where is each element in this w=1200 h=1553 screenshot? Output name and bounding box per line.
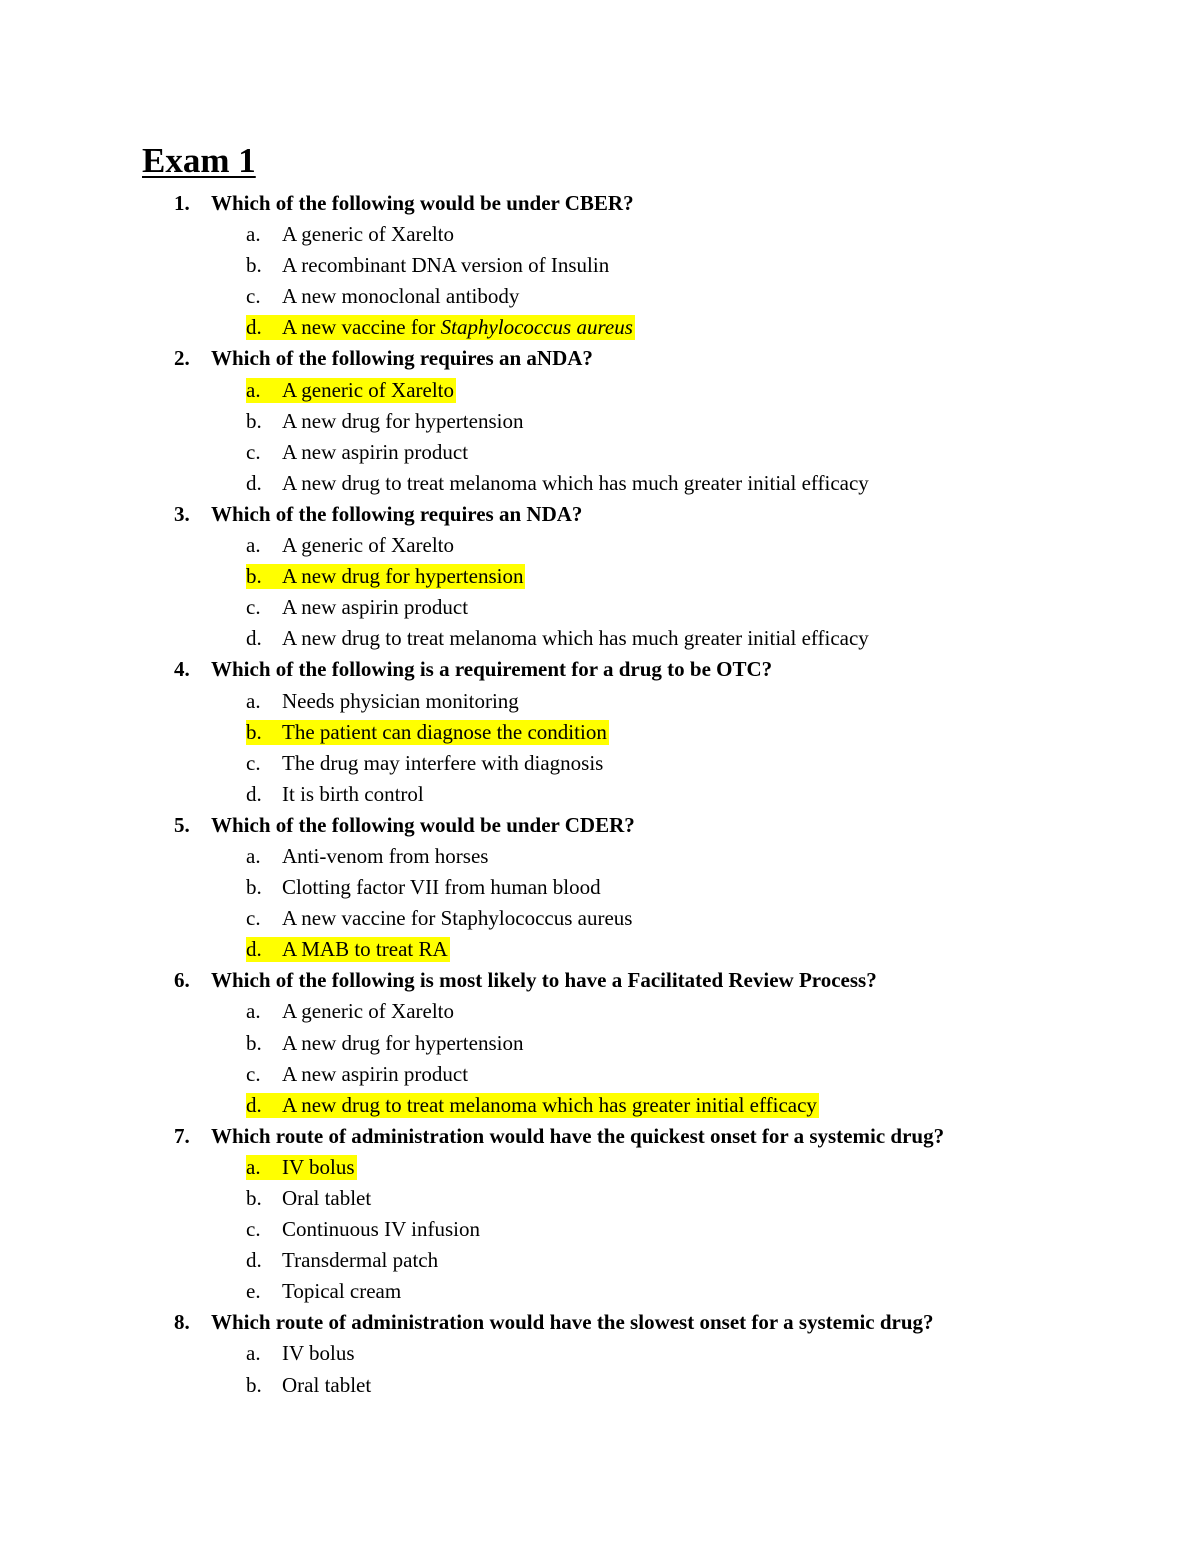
answer-option (0, 281, 1200, 312)
option-text: A generic of Xarelto (282, 222, 455, 247)
option-text: Transdermal patch (282, 1248, 439, 1273)
option-text: A new drug to treat melanoma which has much greater initial efficacy (282, 626, 869, 651)
question-number: 7. (174, 1123, 190, 1148)
option-letter: b. (246, 1372, 262, 1397)
option-letter: a. (246, 843, 261, 868)
option-letter: c. (246, 1217, 261, 1242)
option-text: A new drug to treat melanoma which has much greater initial efficacy (282, 470, 869, 495)
question-row (0, 965, 1200, 996)
answer-text-wrap (246, 782, 426, 807)
option-letter: b. (246, 564, 262, 589)
answer-option (0, 934, 1200, 965)
option-letter: d. (246, 937, 262, 962)
option-letter: b. (246, 875, 262, 900)
answer-option (0, 375, 1200, 406)
option-text: IV bolus (282, 1341, 355, 1366)
question-number: 5. (174, 812, 190, 837)
option-letter: b. (246, 1186, 262, 1210)
highlighted-answer (246, 378, 456, 403)
option-text: A new aspirin product (282, 439, 469, 464)
answer-option (0, 996, 1200, 1027)
option-letter: d. (246, 781, 262, 806)
question-number: 6. (174, 968, 190, 993)
answer-text-wrap (246, 1279, 403, 1304)
question-text: Which of the following would be under CBER? (211, 191, 634, 215)
option-letter: d. (246, 470, 262, 495)
answer-text-wrap (246, 1031, 525, 1056)
option-letter: c. (246, 595, 261, 620)
option-letter: a. (246, 688, 261, 713)
answer-text-wrap (246, 1248, 440, 1273)
question-number: 2. (174, 346, 190, 371)
question-text: Which route of administration would have the slowest onset for a systemic drug? (211, 1310, 934, 1335)
answer-text-wrap (246, 440, 470, 465)
question-row (0, 654, 1200, 685)
option-text: Continuous IV infusion (282, 1217, 480, 1242)
answer-text-wrap (246, 875, 603, 900)
option-text: Needs physician monitoring (282, 688, 519, 713)
question-number: 1. (174, 191, 190, 215)
option-text: A new aspirin product (282, 595, 469, 620)
answer-option (0, 437, 1200, 468)
option-text-italic: Staphylococcus aureus (440, 315, 633, 340)
question-row (0, 499, 1200, 530)
option-letter: d. (246, 1092, 262, 1117)
option-letter: a. (246, 533, 261, 558)
question-text: Which of the following would be under CDER? (211, 812, 635, 837)
answer-option (0, 592, 1200, 623)
answer-text-wrap (246, 999, 456, 1024)
question-text: Which of the following requires an NDA? (211, 501, 583, 526)
answer-option (0, 530, 1200, 561)
option-letter: a. (246, 1341, 261, 1366)
option-text: IV bolus (282, 1154, 355, 1179)
option-letter: d. (246, 315, 262, 340)
option-text: A generic of Xarelto (282, 533, 455, 558)
option-text: A new vaccine for (282, 315, 441, 340)
highlighted-answer (246, 564, 525, 589)
question-row (0, 1121, 1200, 1152)
answer-text-wrap (246, 1062, 470, 1087)
answer-text-wrap (246, 1373, 373, 1398)
question-row (0, 343, 1200, 374)
option-text: A new vaccine for Staphylococcus aureus (282, 906, 633, 931)
option-text: Clotting factor VII from human blood (282, 875, 601, 900)
answer-text-wrap (246, 1186, 373, 1211)
answer-text-wrap (246, 1341, 357, 1366)
option-text: A new aspirin product (282, 1061, 469, 1086)
option-letter: b. (246, 408, 262, 433)
question-text: Which of the following is most likely to have a Facilitated Review Process? (211, 968, 877, 993)
answer-text-wrap (246, 906, 634, 931)
answer-option (0, 1214, 1200, 1245)
answer-option (0, 872, 1200, 903)
question-row (0, 188, 1200, 219)
option-text: The patient can diagnose the condition (282, 719, 607, 744)
question-number: 4. (174, 657, 190, 682)
option-letter: b. (246, 1030, 262, 1055)
option-letter: c. (246, 750, 261, 775)
question-number: 3. (174, 501, 190, 526)
question-row (0, 1307, 1200, 1338)
option-text: A generic of Xarelto (282, 999, 455, 1024)
question-row (0, 810, 1200, 841)
option-text: Anti-venom from horses (282, 843, 489, 868)
answer-text-wrap (246, 222, 456, 247)
answer-text-wrap (246, 284, 521, 309)
answer-option (0, 717, 1200, 748)
option-letter: a. (246, 1154, 261, 1179)
answer-text-wrap (246, 409, 525, 434)
option-text: A new drug to treat melanoma which has greater initial efficacy (282, 1092, 817, 1117)
answer-option (0, 1245, 1200, 1276)
answer-option (0, 686, 1200, 717)
answer-option (0, 250, 1200, 281)
option-text: A new drug for hypertension (282, 564, 524, 589)
answer-option (0, 219, 1200, 250)
option-text: Topical cream (282, 1279, 402, 1304)
option-letter: a. (246, 999, 261, 1024)
answer-option (0, 1090, 1200, 1121)
option-letter: b. (246, 253, 262, 278)
answer-option (0, 468, 1200, 499)
answer-text-wrap (246, 595, 470, 620)
answer-option (0, 1338, 1200, 1369)
answer-option (0, 1028, 1200, 1059)
option-text: Oral tablet (282, 1372, 372, 1397)
option-text: A new monoclonal antibody (282, 284, 520, 309)
answer-text-wrap (246, 751, 605, 776)
question-text: Which of the following requires an aNDA? (211, 346, 593, 371)
answer-option (0, 312, 1200, 343)
option-letter: a. (246, 377, 261, 402)
answer-option (0, 561, 1200, 592)
option-text: A new drug for hypertension (282, 408, 524, 433)
option-text: The drug may interfere with diagnosis (282, 750, 604, 775)
option-letter: c. (246, 906, 261, 931)
answer-text-wrap (246, 533, 456, 558)
answer-option (0, 903, 1200, 934)
answer-option (0, 1370, 1200, 1401)
option-text: A new drug for hypertension (282, 1030, 524, 1055)
highlighted-answer (246, 1155, 357, 1180)
answer-option (0, 1183, 1200, 1214)
answer-option (0, 623, 1200, 654)
option-text: A MAB to treat RA (282, 937, 448, 962)
answer-option (0, 748, 1200, 779)
option-letter: b. (246, 719, 262, 744)
answer-option (0, 779, 1200, 810)
option-letter: d. (246, 626, 262, 651)
page-title: Exam 1 (142, 141, 256, 180)
option-text: A recombinant DNA version of Insulin (282, 253, 610, 278)
option-text: A generic of Xarelto (282, 377, 455, 402)
question-text: Which route of administration would have the quickest onset for a systemic drug? (211, 1123, 945, 1148)
question-number: 8. (174, 1310, 190, 1335)
option-letter: c. (246, 1061, 261, 1086)
answer-option (0, 406, 1200, 437)
answer-text-wrap (246, 253, 611, 278)
answer-text-wrap (246, 689, 521, 714)
option-letter: e. (246, 1279, 261, 1304)
answer-option (0, 1059, 1200, 1090)
answer-option (0, 1276, 1200, 1307)
highlighted-answer (246, 1093, 819, 1118)
answer-text-wrap (246, 844, 490, 869)
question-list (0, 188, 1200, 1401)
option-letter: c. (246, 439, 261, 464)
option-letter: a. (246, 222, 261, 247)
highlighted-answer (246, 315, 635, 340)
option-text: Oral tablet (282, 1186, 372, 1210)
highlighted-answer (246, 720, 609, 745)
option-text: It is birth control (282, 781, 424, 806)
answer-text-wrap (246, 471, 871, 496)
option-letter: d. (246, 1248, 262, 1273)
answer-option (0, 1152, 1200, 1183)
answer-text-wrap (246, 626, 871, 651)
option-letter: c. (246, 284, 261, 309)
highlighted-answer (246, 937, 450, 962)
question-text: Which of the following is a requirement for a drug to be OTC? (211, 657, 773, 682)
answer-option (0, 841, 1200, 872)
answer-text-wrap (246, 1217, 482, 1242)
